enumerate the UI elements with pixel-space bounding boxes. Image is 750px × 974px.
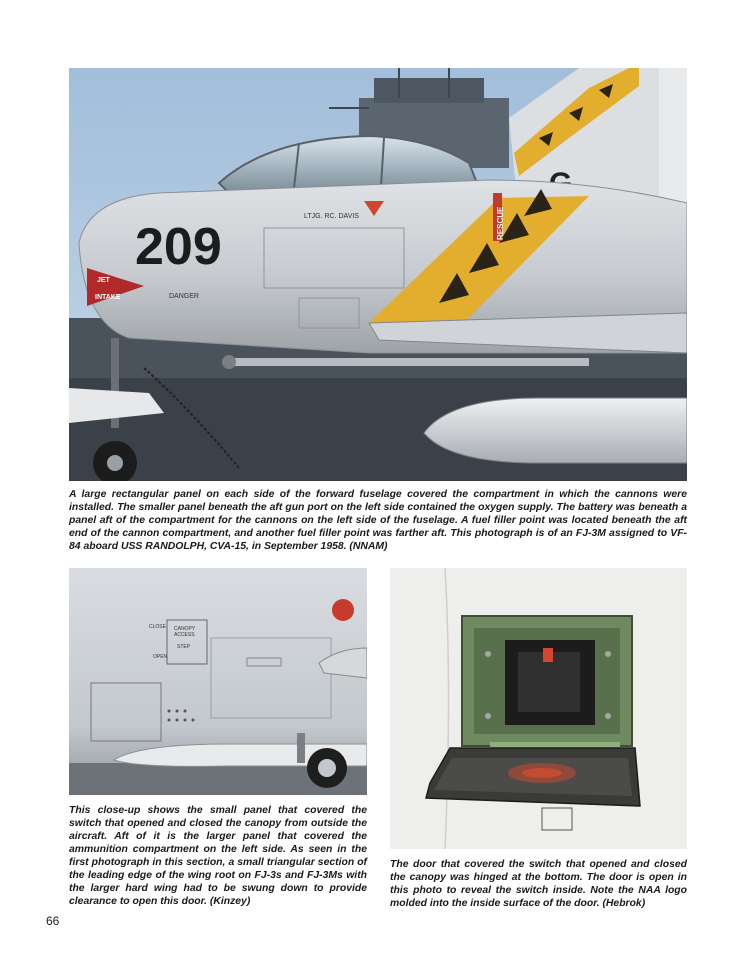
pilot-name: LTJG. RC. DAVIS [304,213,359,220]
closeup-photo-canopy-panel [69,568,367,795]
aircraft-number: 209 [135,218,222,276]
probe [229,358,589,366]
jet-stencil: JET [97,277,110,284]
open-label: OPEN [153,654,168,660]
closeup-photo-drawing [69,568,367,795]
rescue-stencil: RESCUE [496,206,505,240]
close-label: CLOSE [149,624,166,630]
access-label: ACCESS [174,632,195,638]
page-number: 66 [46,914,60,928]
open-door-drawing [390,568,687,849]
door-hinge [490,742,620,748]
step-label: STEP [177,644,191,650]
intake-stencil: INTAKE [95,294,121,301]
open-door-photo-caption: The door that covered the switch that opened and closed the canopy was hinged at the bottom. The door is open in this photo to reveal the switch inside. Note the NAA logo molded into the inside surface of the door. (Hebrok) [390,859,687,909]
main-photo-drawing [69,68,687,481]
canopy-switch [543,648,553,662]
main-photo-fj3m-on-deck [69,68,687,481]
top-photo-caption: A large rectangular panel on each side of the forward fuselage covered the compartment in which the cannons were installed. The smaller panel beneath the aft gun port on the left side contained the oxygen supply. The battery was beneath a panel aft of the compartment for the cannons on the left side of the fuselage. A fuel filler point was located beneath the aft end of the cannon compartment, and another fuel filler point was farther aft. This photograph is of an FJ-3M assigned to VF-84 aboard USS RANDOLPH, CVA-15, in September 1958. (NNAM) [69,489,687,552]
drop-tank [424,398,687,463]
closeup-photo-caption: This close-up shows the small panel that covered the switch that opened and closed the canopy from outside the aircraft. Aft of it is the larger panel that covered the ammunition compartment on the left side. As seen in the first photograph in this section, a small triangular section of the leading edge of the wing root on FJ-3s and FJ-3Ms with the larger hard wing had to be swung down to provide clearance to open this door. (Kinzey) [69,805,367,907]
danger-stencil: DANGER [169,293,199,300]
red-roundel [332,599,354,621]
open-door-photo [390,568,687,849]
canopy-label: CANOPY [174,626,196,632]
